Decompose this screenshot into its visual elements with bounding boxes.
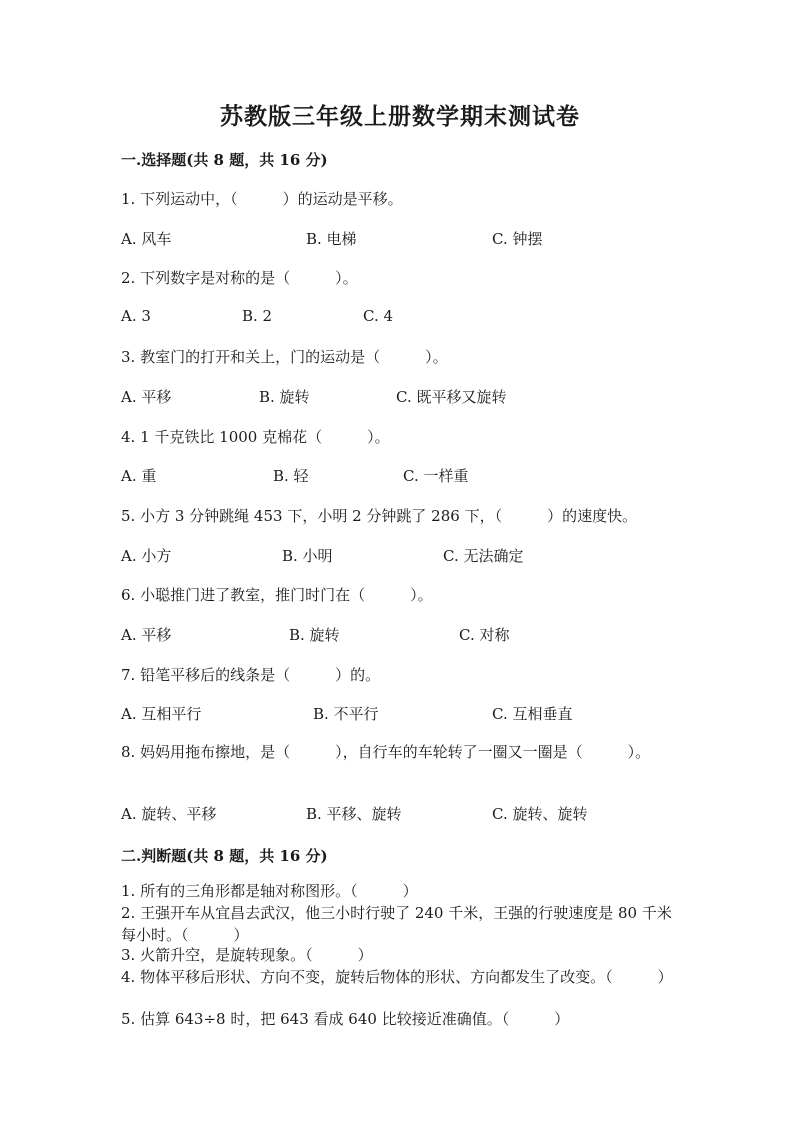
q2-option-a[interactable]: A. 3 (121, 307, 151, 325)
q1-option-b[interactable]: B. 电梯 (306, 230, 357, 248)
tf-item-4: 4. 物体平移后形状、方向不变，旋转后物体的形状、方向都发生了改变。（ ） (121, 968, 673, 986)
tf-item-1: 1. 所有的三角形都是轴对称图形。（ ） (121, 882, 418, 900)
q4-option-c[interactable]: C. 一样重 (403, 467, 469, 485)
q8-option-b[interactable]: B. 平移、旋转 (306, 805, 402, 823)
page-title: 苏教版三年级上册数学期末测试卷 (220, 103, 580, 130)
tf-item-5: 5. 估算 643÷8 时，把 643 看成 640 比较接近准确值。（ ） (121, 1010, 570, 1028)
q4-option-b[interactable]: B. 轻 (273, 467, 309, 485)
section-heading-true-false: 二.判断题(共 8 题，共 16 分) (121, 847, 328, 865)
q8-option-c[interactable]: C. 旋转、旋转 (492, 805, 588, 823)
q3-option-b[interactable]: B. 旋转 (259, 388, 310, 406)
q2-option-b[interactable]: B. 2 (242, 307, 273, 325)
q8-option-a[interactable]: A. 旋转、平移 (121, 805, 217, 823)
q6-option-c[interactable]: C. 对称 (459, 626, 510, 644)
q2-option-c[interactable]: C. 4 (363, 307, 394, 325)
question-4: 4. 1 千克铁比 1000 克棉花（ ）。 (121, 428, 390, 446)
question-6: 6. 小聪推门进了教室，推门时门在（ ）。 (121, 586, 433, 604)
q5-option-c[interactable]: C. 无法确定 (443, 547, 524, 565)
q3-option-c[interactable]: C. 既平移又旋转 (396, 388, 507, 406)
q7-option-b[interactable]: B. 不平行 (313, 705, 379, 723)
q5-option-b[interactable]: B. 小明 (282, 547, 333, 565)
q4-option-a[interactable]: A. 重 (121, 467, 157, 485)
question-7: 7. 铅笔平移后的线条是（ ）的。 (121, 666, 381, 684)
q7-option-c[interactable]: C. 互相垂直 (492, 705, 573, 723)
q6-option-b[interactable]: B. 旋转 (289, 626, 340, 644)
question-8: 8. 妈妈用拖布擦地，是（ ），自行车的车轮转了一圈又一圈是（ ）。 (121, 743, 651, 761)
section-heading-choice: 一.选择题(共 8 题，共 16 分) (121, 151, 328, 169)
q6-option-a[interactable]: A. 平移 (121, 626, 172, 644)
question-5: 5. 小方 3 分钟跳绳 453 下，小明 2 分钟跳了 286 下，（ ）的速度快。 (121, 507, 638, 525)
q1-option-a[interactable]: A. 风车 (121, 230, 172, 248)
tf-item-3: 3. 火箭升空，是旋转现象。（ ） (121, 946, 373, 964)
question-2: 2. 下列数字是对称的是（ ）。 (121, 269, 358, 287)
q3-option-a[interactable]: A. 平移 (121, 388, 172, 406)
q7-option-a[interactable]: A. 互相平行 (121, 705, 202, 723)
q5-option-a[interactable]: A. 小方 (121, 547, 172, 565)
question-1: 1. 下列运动中，（ ）的运动是平移。 (121, 190, 403, 208)
question-3: 3. 教室门的打开和关上，门的运动是（ ）。 (121, 348, 448, 366)
q1-option-c[interactable]: C. 钟摆 (492, 230, 543, 248)
tf-item-2: 2. 王强开车从宜昌去武汉，他三小时行驶了 240 千米，王强的行驶速度是 80 千米每小时。（ ） (121, 904, 672, 944)
